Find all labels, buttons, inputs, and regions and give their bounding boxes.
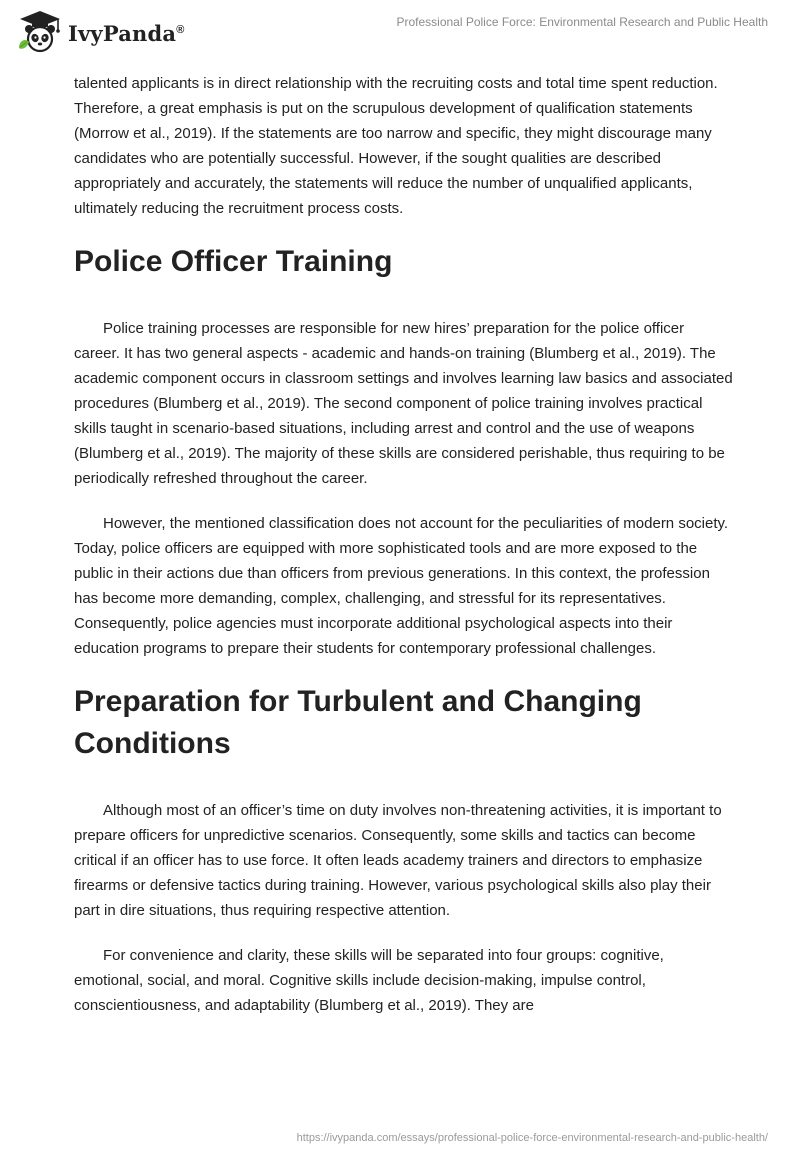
section-heading-preparation: Preparation for Turbulent and Changing Conditions: [74, 685, 642, 760]
registered-mark: ®: [176, 23, 185, 36]
paragraph: Although most of an officer’s time on duty involves non-threatening activities, it is important to prepare officers for unpredictive scenarios. Consequently, some skills and tactics can become critical if an officer has to use force. It often leads academy trainers and directors to emphasize firearms or defensive tactics during training. However, various psychological skills also play their part in dire situations, thus requiring respective attention.: [74, 802, 722, 919]
page-header: [0, 0, 800, 62]
paragraph: However, the mentioned classification does not account for the peculiarities of modern society. Today, police officers are equipped with more sophisticated tools and are more exposed to the public in their actions due than officers from previous generations. In this context, the profession has become more demanding, complex, challenging, and stressful for its representatives. Consequently, police agencies must incorporate additional psychological aspects into their education programs to prepare their students for contemporary professional challenges.: [74, 515, 729, 657]
document-title: Professional Police Force: Environmental Research and Public Health: [396, 15, 768, 29]
intro-paragraph: talented applicants is in direct relationship with the recruiting costs and total time spent reduction. Therefore, a great emphasis is put on the scrupulous development of qualification statements (Morrow et al., 2019). If the statements are too narrow and specific, they might discourage many candidates who are potentially successful. However, if the sought qualities are described appropriately and accurately, the statements will reduce the number of unqualified applicants, ultimately reducing the recruitment process costs.: [74, 75, 718, 217]
section-heading-police-officer-training: Police Officer Training: [74, 245, 393, 278]
panda-graduation-cap-icon: [14, 8, 66, 54]
ivypanda-logo[interactable]: [14, 8, 185, 54]
paragraph: Police training processes are responsible for new hires’ preparation for the police officer career. It has two general aspects - academic and hands-on training (Blumberg et al., 2019). The academic component occurs in classroom settings and involves learning law basics and associated procedures (Blumberg et al., 2019). The second component of police training involves practical skills taught in scenario-based situations, including arrest and control and the use of weapons (Blumberg et al., 2019). The majority of these skills are considered perishable, thus requiring to be periodically refreshed throughout the career.: [74, 320, 733, 487]
essay-content: [74, 71, 734, 1038]
brand-label: IvyPanda: [68, 20, 177, 46]
source-url[interactable]: https://ivypanda.com/essays/professional-police-force-environmental-research-and-public-health/: [296, 1132, 768, 1144]
brand-name: [68, 21, 185, 46]
paragraph: For convenience and clarity, these skills will be separated into four groups: cognitive, emotional, social, and moral. Cognitive skills include decision-making, impulse control, conscientiousness, and adaptability (Blumberg et al., 2019). They are: [74, 947, 664, 1014]
